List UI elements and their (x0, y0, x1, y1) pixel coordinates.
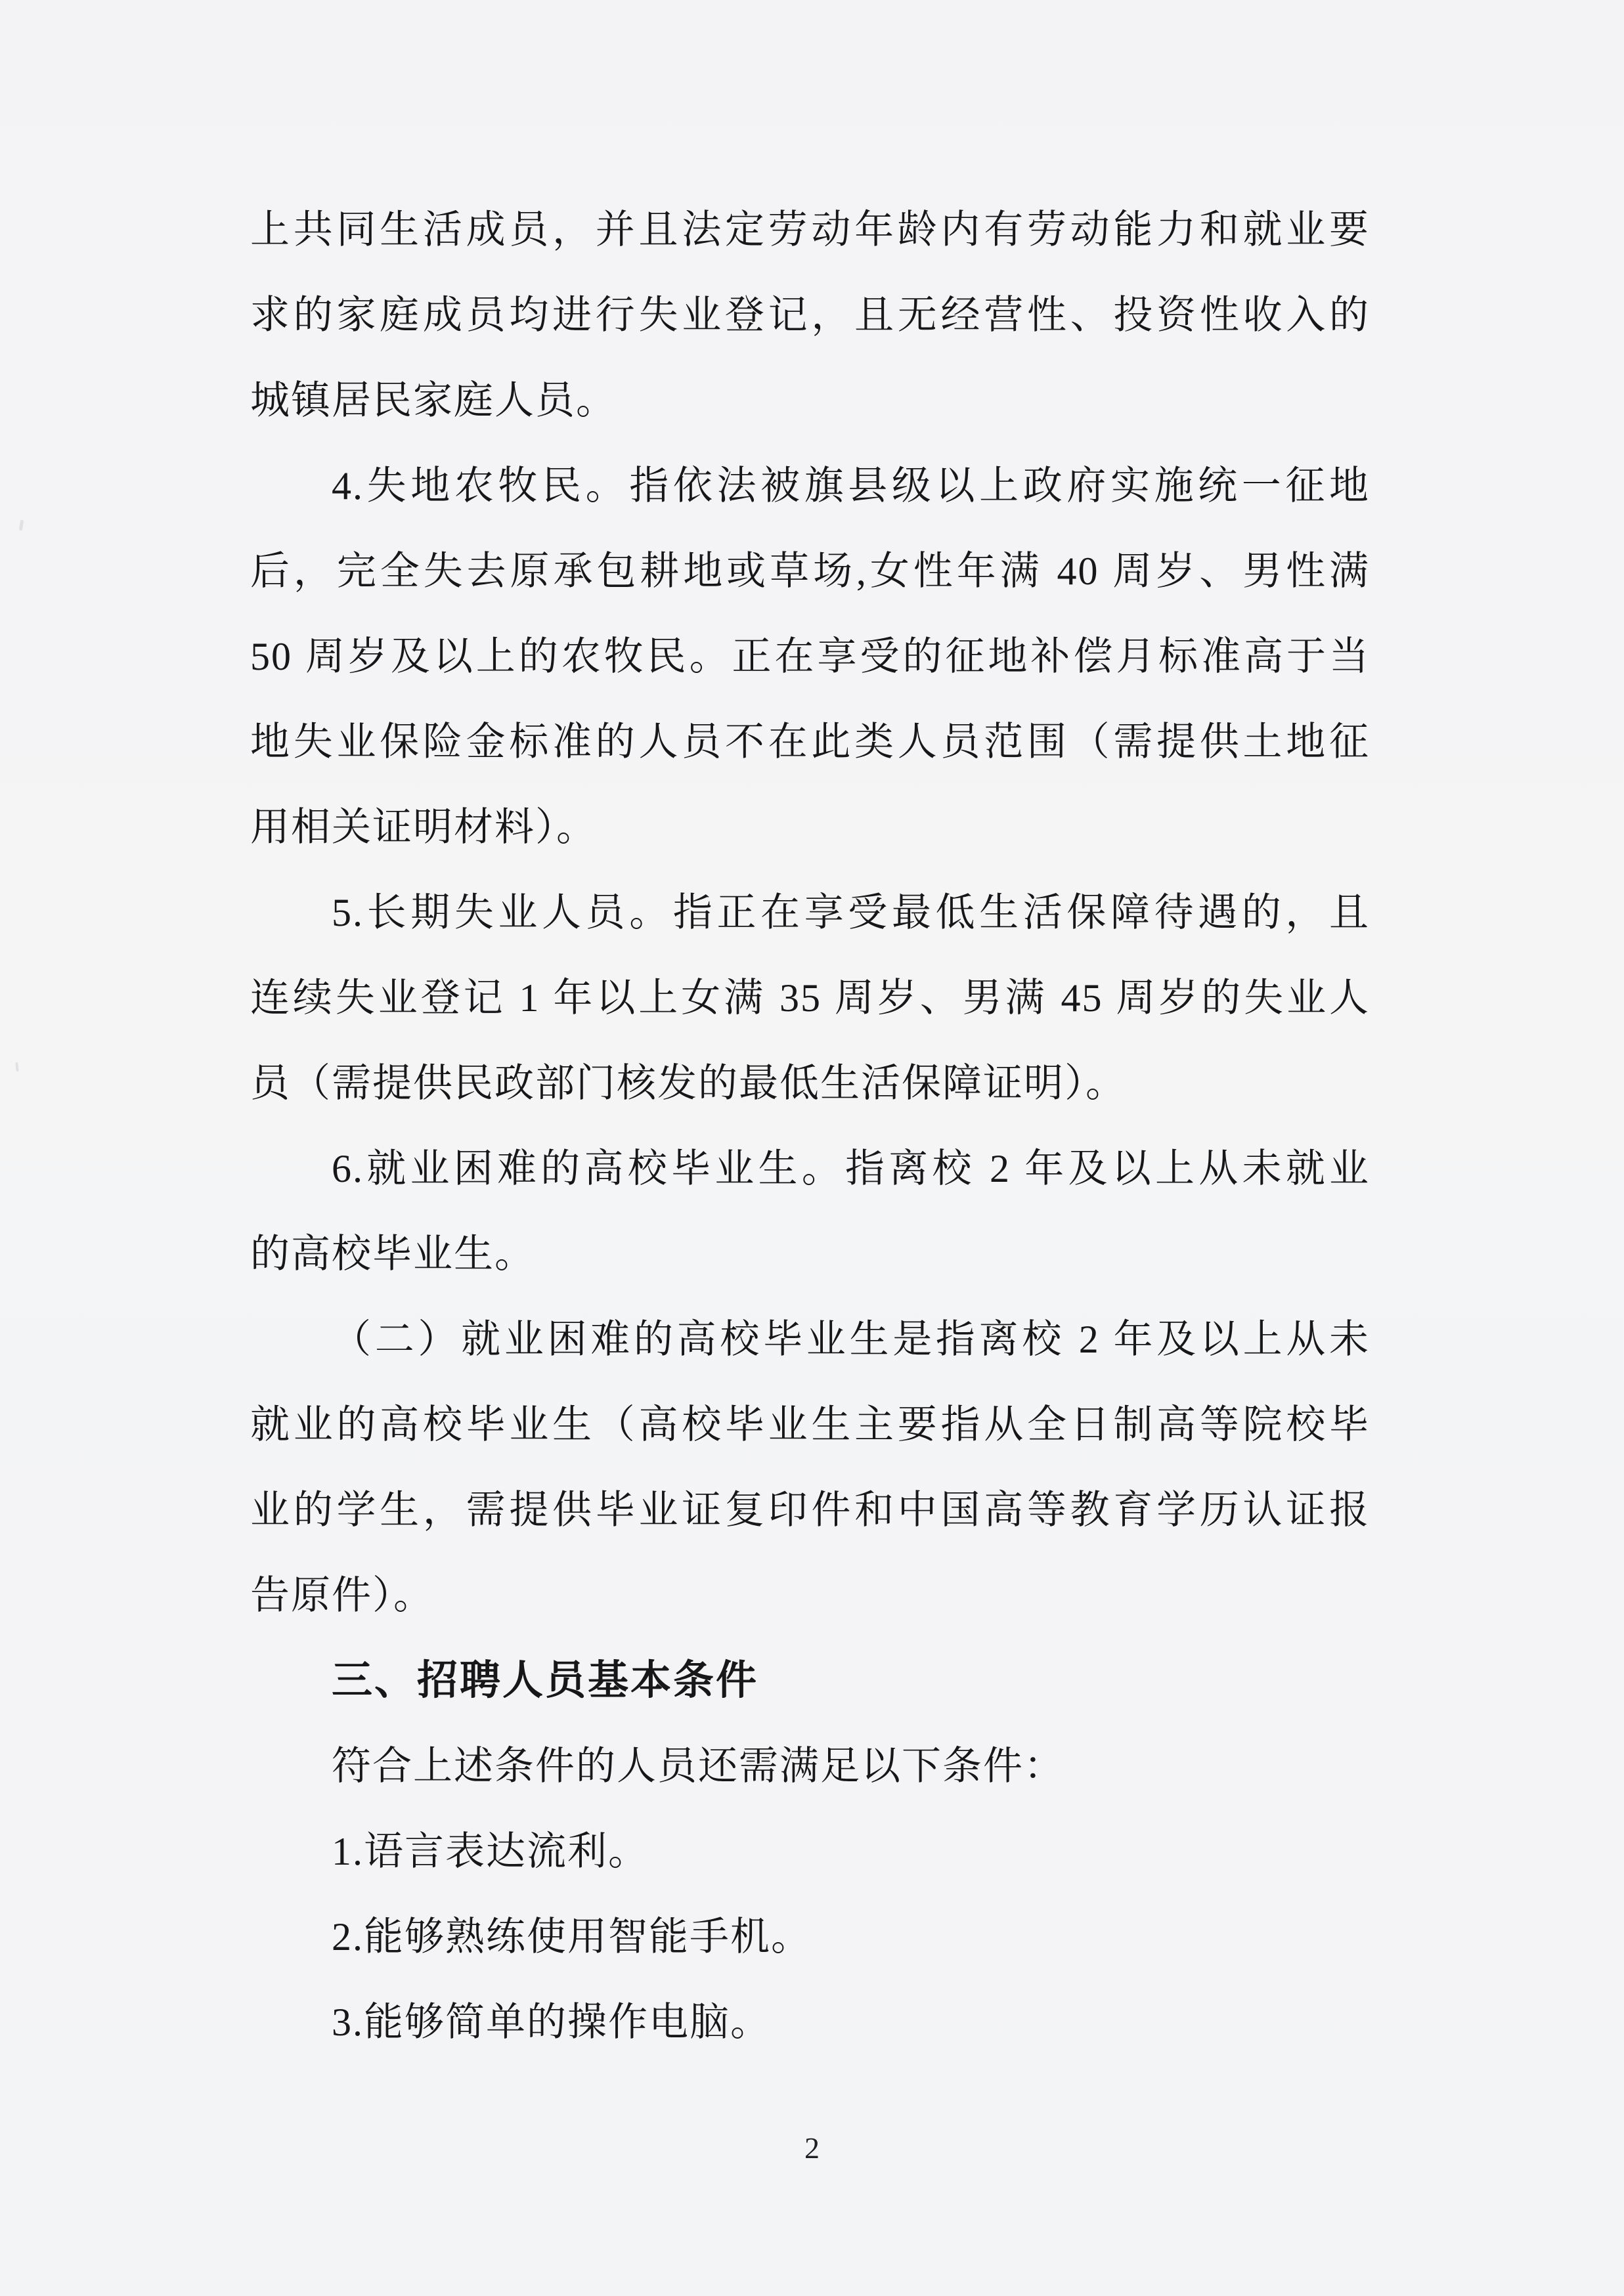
heading-line: 三、招聘人员基本条件 (332, 1658, 759, 1703)
section-heading (250, 1638, 1370, 1723)
paragraph (250, 870, 1370, 1126)
text-line: （二）就业困难的高校毕业生是指离校 2 年及以上从未 (332, 1318, 1370, 1361)
text-line: 告原件）。 (250, 1574, 434, 1617)
scan-artifact (15, 1062, 18, 1072)
paragraph (250, 1297, 1370, 1638)
text-line: 求的家庭成员均进行失业登记，且无经营性、投资性收入的 (250, 293, 1370, 337)
text-line: 员（需提供民政部门核发的最低生活保障证明）。 (250, 1062, 1126, 1105)
text-line: 就业的高校毕业生（高校毕业生主要指从全日制高等院校毕 (250, 1403, 1370, 1446)
text-line: 3.能够简单的操作电脑。 (332, 2001, 771, 2044)
paragraph (250, 1980, 1370, 2065)
text-line: 5.长期失业人员。指正在享受最低生活保障待遇的，且 (332, 891, 1370, 934)
text-line: 6.就业困难的高校毕业生。指离校 2 年及以上从未就业 (332, 1147, 1370, 1190)
paragraph (250, 443, 1370, 870)
paragraph (250, 187, 1370, 443)
text-line: 2.能够熟练使用智能手机。 (332, 1915, 812, 1959)
document-text-body (250, 187, 1370, 2065)
paragraph (250, 1809, 1370, 1894)
text-line: 50 周岁及以上的农牧民。正在享受的征地补偿月标准高于当 (250, 635, 1370, 678)
text-line: 城镇居民家庭人员。 (250, 379, 617, 422)
paragraph (250, 1894, 1370, 1980)
text-line: 符合上述条件的人员还需满足以下条件： (332, 1744, 1064, 1788)
paragraph (250, 1723, 1370, 1809)
scan-artifact (19, 520, 24, 531)
text-line: 4.失地农牧民。指依法被旗县级以上政府实施统一征地 (332, 464, 1370, 508)
paragraph (250, 1126, 1370, 1297)
text-line: 连续失业登记 1 年以上女满 35 周岁、男满 45 周岁的失业人 (250, 976, 1370, 1020)
text-line: 上共同生活成员，并且法定劳动年龄内有劳动能力和就业要 (250, 208, 1370, 251)
page-number: 2 (804, 2131, 820, 2165)
text-line: 后，完全失去原承包耕地或草场,女性年满 40 周岁、男性满 (250, 550, 1370, 593)
text-line: 用相关证明材料）。 (250, 806, 597, 849)
text-line: 业的学生，需提供毕业证复印件和中国高等教育学历认证报 (250, 1488, 1370, 1532)
text-line: 的高校毕业生。 (250, 1232, 535, 1276)
text-line: 1.语言表达流利。 (332, 1830, 649, 1873)
text-line: 地失业保险金标准的人员不在此类人员范围（需提供土地征 (250, 720, 1370, 764)
